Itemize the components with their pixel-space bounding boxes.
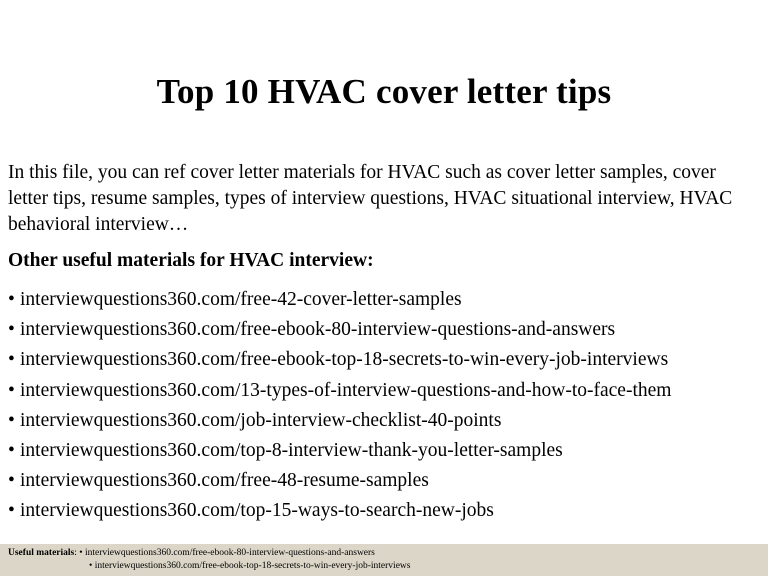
list-item[interactable] <box>8 347 760 377</box>
link-text[interactable]: interviewquestions360.com/top-15-ways-to-search-new-jobs <box>20 500 494 522</box>
footer-content <box>8 547 410 573</box>
footer-row <box>8 560 410 573</box>
bullet-icon: • <box>8 349 15 371</box>
materials-subheading: Other useful materials for HVAC interview: <box>8 250 374 271</box>
list-item[interactable] <box>8 378 760 408</box>
list-item[interactable] <box>8 287 760 317</box>
bullet-icon: • <box>8 409 15 431</box>
bullet-icon: • <box>8 500 15 522</box>
intro-paragraph: In this file, you can ref cover letter materials for HVAC such as cover letter samples, cover letter tips, resume samples, types of interview questions, HVAC situational interview, HVAC behavioral interview… <box>8 162 733 235</box>
bullet-icon: • <box>8 439 15 461</box>
footer-label: Useful materials <box>8 548 75 558</box>
bullet-icon: • <box>8 379 15 401</box>
footer-link[interactable]: • interviewquestions360.com/free-ebook-80-interview-questions-and-answers <box>79 548 375 558</box>
link-text[interactable]: interviewquestions360.com/13-types-of-interview-questions-and-how-to-face-them <box>20 379 672 401</box>
link-text[interactable]: interviewquestions360.com/top-8-interview-thank-you-letter-samples <box>20 439 563 461</box>
link-text[interactable]: interviewquestions360.com/job-interview-checklist-40-points <box>20 409 502 431</box>
list-item[interactable] <box>8 408 760 438</box>
link-text[interactable]: interviewquestions360.com/free-42-cover-letter-samples <box>20 289 462 310</box>
link-text[interactable]: interviewquestions360.com/free-ebook-top-18-secrets-to-win-every-job-interviews <box>20 349 669 371</box>
footer-separator: : <box>74 548 80 558</box>
list-item[interactable] <box>8 317 760 347</box>
link-text[interactable]: interviewquestions360.com/free-48-resume-samples <box>20 470 429 492</box>
footer-link[interactable]: • interviewquestions360.com/free-ebook-top-18-secrets-to-win-every-job-interviews <box>89 561 411 571</box>
link-text[interactable]: interviewquestions360.com/free-ebook-80-interview-questions-and-answers <box>20 319 616 341</box>
list-item[interactable] <box>8 468 760 498</box>
bullet-icon: • <box>8 289 15 310</box>
bullet-icon: • <box>8 319 15 341</box>
bullet-icon: • <box>8 470 15 492</box>
list-item[interactable] <box>8 498 760 528</box>
footer-bar <box>0 544 768 576</box>
page-title: Top 10 HVAC cover letter tips <box>156 72 612 111</box>
footer-row <box>8 547 410 560</box>
materials-link-list <box>8 287 760 529</box>
list-item[interactable] <box>8 438 760 468</box>
